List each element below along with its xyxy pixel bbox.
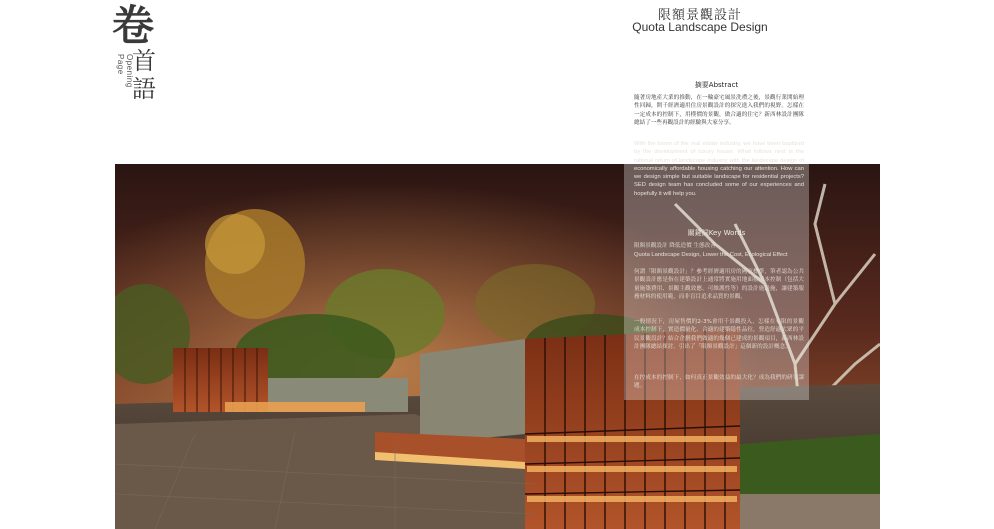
body-paragraph-1: 何謂「限額景觀設計」？參考經濟適用房的國家標準，筆者認為公共景觀設計應是指在建築設計上通常將實施用地面積成本控制（包括大量施築費用、景觀主觀效應、可維護性等）的設計施設施，讓建築服務材料的使用範，而非盲目追求品質的景觀。 <box>634 269 804 300</box>
chapter-logo <box>112 1 172 104</box>
article-text-column <box>624 80 809 400</box>
abstract-heading: 摘要Abstract <box>694 81 739 89</box>
logo-char-yu: 語 <box>132 75 156 103</box>
logo-char-juan: 卷 <box>112 1 155 50</box>
keywords-chinese: 限額景觀設計 降低造價 生態改善 <box>634 243 716 249</box>
body-paragraph-2: 一般情況下，房屋售價的2-3%會用千景觀投入，怎樣在有限的景觀成本控制下，實造價量化、合適的建築隱性品位，營造舒適大眾的平民景觀設計？結合企劃我們做適的幾個已建成的景觀項目，新西林設計團隊總結探討，引出了「限額景觀設計」這個新的設計概念。 <box>634 319 804 350</box>
keywords-heading: 關鍵詞Key Words <box>687 229 746 237</box>
page-title-chinese: 限額景觀設計 <box>657 8 742 23</box>
body-paragraph-3: 在控成本的控制下，如何真正景觀效益的最大化？成為我們的研究課題。 <box>634 375 804 390</box>
page-title-english: Quota Landscape Design <box>632 20 768 34</box>
logo-char-shou: 首 <box>132 47 156 75</box>
keywords-english: Quota Landscape Design, Lower the Cost, Ecological Effect <box>634 252 788 258</box>
abstract-english: With the boom of the real estate industry, we have been baptized by the development of luxury house. What follows next is the rational return of landscape industry with the landscape design of economically affordable housing catching our attention. How can we design simple but suitable landscape for residential projects? SED design team has concluded some of our experiences and hopefully it will help you. <box>634 141 804 197</box>
logo-vertical-text: Opening Page <box>116 54 134 88</box>
abstract-chinese: 隨著房地產大業的推動，在一輪豪宅風景洗禮之後，景觀行業開始理性回歸，開千經濟適用住房景觀設計的探究進入我們的視野。怎樣在一定成本的控制下，用樸價的景觀，做合適的住宅？新西林設計團隊總結了一些再觀設計的經驗與大家分享。 <box>634 95 804 126</box>
